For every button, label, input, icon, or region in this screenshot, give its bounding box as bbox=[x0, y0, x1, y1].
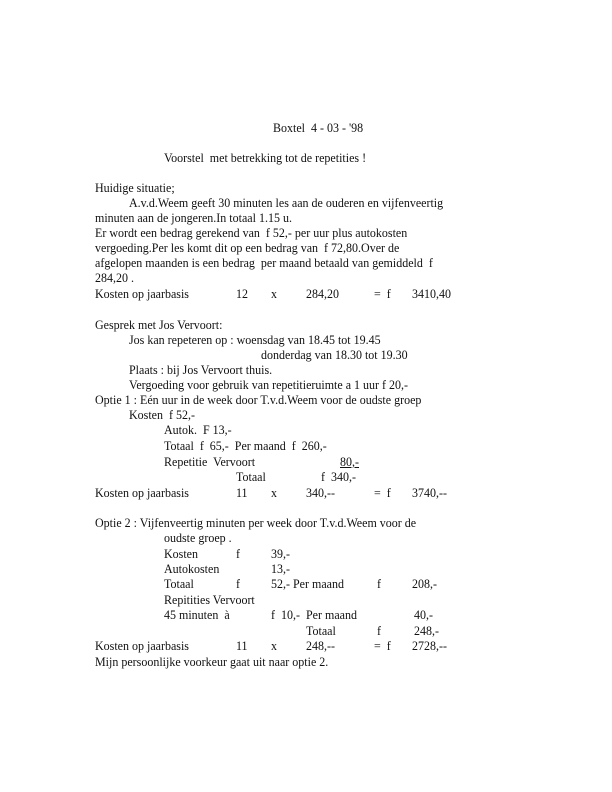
option1-annual-total: 3740,-- bbox=[412, 486, 447, 500]
option1-annual-x: x bbox=[271, 486, 277, 500]
option1-annual-label: Kosten op jaarbasis bbox=[95, 486, 189, 500]
option1-annual-eq: = f bbox=[374, 486, 391, 500]
option2-annual-label: Kosten op jaarbasis bbox=[95, 639, 189, 653]
talk-rehearse-day2: donderdag van 18.30 tot 19.30 bbox=[261, 348, 408, 362]
option2-annual-amount: 248,-- bbox=[306, 639, 335, 653]
talk-heading: Gesprek met Jos Vervoort: bbox=[95, 318, 223, 332]
current-annual-mult: 12 bbox=[236, 287, 248, 301]
current-heading: Huidige situatie; bbox=[95, 181, 175, 195]
option2-rep-label: Repitities Vervoort bbox=[164, 593, 255, 607]
option1-rep-amount: 80,- bbox=[340, 455, 360, 469]
current-annual-eq: = f bbox=[374, 287, 391, 301]
option1-title: Optie 1 : Eén uur in de week door T.v.d.Weem voor de oudste groep bbox=[95, 393, 422, 407]
option2-min-month: 40,- bbox=[414, 608, 434, 622]
option2-total-cur: f bbox=[236, 577, 241, 591]
option2-costs-cur: f bbox=[236, 547, 241, 561]
current-annual-total: 3410,40 bbox=[412, 287, 451, 301]
option2-title-cont: oudste groep . bbox=[164, 531, 232, 545]
letter-date: Boxtel 4 - 03 - '98 bbox=[273, 121, 364, 135]
talk-fee: Vergoeding voor gebruik van repetitieruimte a 1 uur f 20,- bbox=[129, 378, 409, 392]
current-annual-amount: 284,20 bbox=[306, 287, 339, 301]
option2-title: Optie 2 : Vijfenveertig minuten per week door T.v.d.Weem voor de bbox=[95, 516, 417, 530]
option1-total-line: Totaal f 65,- Per maand f 260,- bbox=[164, 439, 327, 453]
current-para-line: 284,20 . bbox=[95, 271, 134, 285]
option2-annual-total: 2728,-- bbox=[412, 639, 447, 653]
option1-total-amount: f 340,- bbox=[321, 470, 356, 484]
talk-rehearse-line: Jos kan repeteren op : woensdag van 18.45 tot 19.45 bbox=[129, 333, 381, 347]
conclusion: Mijn persoonlijke voorkeur gaat uit naar optie 2. bbox=[95, 655, 329, 669]
current-para-line: vergoeding.Per les komt dit op een bedrag van f 72,80.Over de bbox=[95, 241, 400, 255]
option2-annual-eq: = f bbox=[374, 639, 391, 653]
current-annual-label: Kosten op jaarbasis bbox=[95, 287, 189, 301]
current-para-line: A.v.d.Weem geeft 30 minuten les aan de ouderen en vijfenveertig bbox=[129, 196, 444, 210]
option1-annual-mult: 11 bbox=[236, 486, 248, 500]
letter-subject: Voorstel met betrekking tot de repetities ! bbox=[164, 151, 367, 165]
option2-costs-label: Kosten bbox=[164, 547, 199, 561]
option2-grand-cur: f bbox=[377, 624, 382, 638]
option2-min-label: 45 minuten à bbox=[164, 608, 230, 622]
option2-grand-amount: 248,- bbox=[414, 624, 440, 638]
talk-place: Plaats : bij Jos Vervoort thuis. bbox=[129, 363, 273, 377]
option1-total-label: Totaal bbox=[236, 470, 266, 484]
option2-total-amount: 52,- Per maand bbox=[271, 577, 344, 591]
option2-annual-x: x bbox=[271, 639, 277, 653]
option1-rep-label: Repetitie Vervoort bbox=[164, 455, 256, 469]
option2-car-amount: 13,- bbox=[271, 562, 291, 576]
current-para-line: afgelopen maanden is een bedrag per maand betaald van gemiddeld f bbox=[95, 256, 433, 270]
current-para-line: minuten aan de jongeren.In totaal 1.15 u. bbox=[95, 211, 292, 225]
option2-costs-amount: 39,- bbox=[271, 547, 291, 561]
option2-total-month: 208,- bbox=[412, 577, 438, 591]
option2-min-rate: f 10,- Per maand bbox=[271, 608, 357, 622]
current-annual-x: x bbox=[271, 287, 277, 301]
current-para-line: Er wordt een bedrag gerekend van f 52,- per uur plus autokosten bbox=[95, 226, 408, 240]
option1-annual-amount: 340,-- bbox=[306, 486, 335, 500]
option2-car-label: Autokosten bbox=[164, 562, 220, 576]
option1-costs: Kosten f 52,- bbox=[129, 408, 195, 422]
option2-annual-mult: 11 bbox=[236, 639, 248, 653]
option2-total-label: Totaal bbox=[164, 577, 194, 591]
option2-total-month-cur: f bbox=[377, 577, 382, 591]
option2-grand-label: Totaal bbox=[306, 624, 336, 638]
option1-car: Autok. F 13,- bbox=[164, 423, 232, 437]
